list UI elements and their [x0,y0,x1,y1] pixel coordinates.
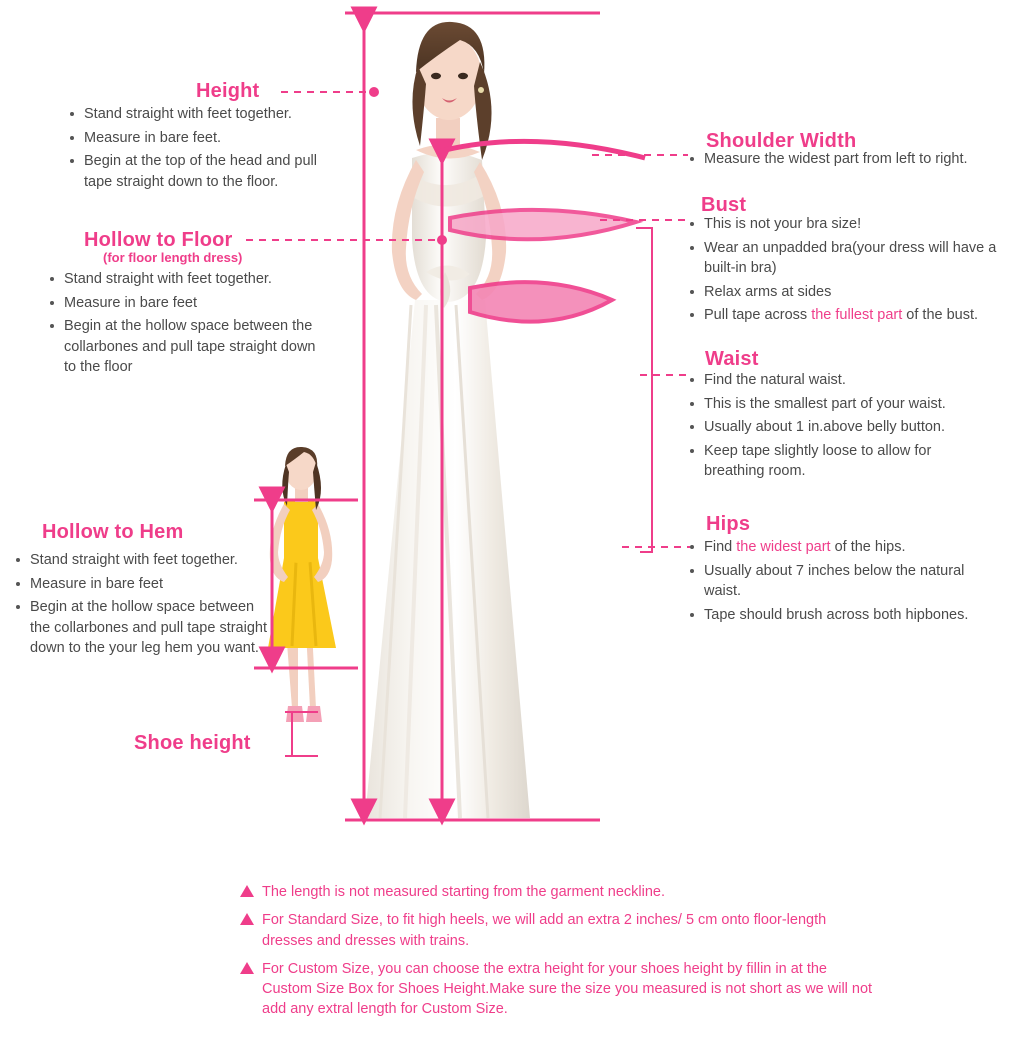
note-item [240,882,880,902]
list-item: Begin at the hollow space between the collarbones and pull tape straight down to the your leg hem you want. [14,597,276,659]
hollow-floor-connector-dot [437,235,447,245]
list-item: Usually about 7 inches below the natural waist. [688,561,1000,602]
bust-list [688,214,1010,329]
hips-prefix: Find [704,539,737,555]
triangle-icon [240,885,254,897]
bust-measure-band [450,210,636,239]
triangle-icon [240,962,254,974]
waist-measure-band [470,282,612,321]
hollow-to-floor-heading: Hollow to Floor [84,229,233,251]
shoulder-width-list [688,149,1008,173]
list-item: Begin at the top of the head and pull tape straight down to the floor. [68,151,338,192]
bust-suffix: of the bust. [902,307,979,324]
list-item: Relax arms at sides [688,282,1010,303]
list-item-hips-widest [688,537,1000,558]
list-item: Usually about 1 in.above belly button. [688,417,988,438]
waist-list [688,370,988,485]
hips-highlight: the widest part [736,539,831,555]
hollow-to-floor-subheading: (for floor length dress) [103,250,243,265]
shoulder-measure-arc [437,141,645,158]
waist-heading: Waist [705,348,759,370]
bust-heading: Bust [701,194,747,216]
list-item-bust-fullest [688,305,1010,326]
note-text: The length is not measured starting from the garment neckline. [262,884,665,900]
list-item: This is the smallest part of your waist. [688,394,988,415]
list-item: Measure in bare feet [48,293,326,314]
list-item: Measure the widest part from left to right. [688,149,1008,170]
list-item: Wear an unpadded bra(your dress will have a built-in bra) [688,238,1010,279]
height-heading: Height [196,80,260,102]
list-item: Find the natural waist. [688,370,988,391]
note-item [240,959,880,1020]
bust-prefix: Pull tape across [704,307,812,324]
note-text: For Custom Size, you can choose the extra height for your shoes height by fillin in at the Custom Size Box for Shoes Height.Make sure the size you measured is not short as we will not add any extral length for Custom Size. [262,960,873,1018]
list-item: Keep tape slightly loose to allow for breathing room. [688,441,988,482]
list-item: This is not your bra size! [688,214,1010,235]
footer-notes [240,882,880,1028]
list-item: Measure in bare feet. [68,128,338,149]
shoe-height-heading: Shoe height [134,732,251,754]
hollow-to-floor-list [48,269,326,381]
height-connector-dot [369,87,379,97]
hips-list [688,537,1000,628]
list-item: Stand straight with feet together. [68,104,338,125]
bust-highlight: the fullest part [811,307,903,324]
list-item: Stand straight with feet together. [48,269,326,290]
note-item [240,910,880,951]
hollow-to-hem-list [14,550,276,662]
hips-bracket [636,228,652,552]
shoulder-width-heading: Shoulder Width [706,130,857,152]
list-item: Stand straight with feet together. [14,550,276,571]
triangle-icon [240,913,254,925]
hips-suffix: of the hips. [830,539,906,555]
list-item: Tape should brush across both hipbones. [688,605,1000,626]
list-item: Measure in bare feet [14,574,276,595]
height-list [68,104,338,195]
hips-heading: Hips [706,513,751,535]
note-text: For Standard Size, to fit high heels, we will add an extra 2 inches/ 5 cm onto floor-length dresses and dresses with trains. [262,912,827,949]
list-item: Begin at the hollow space between the collarbones and pull tape straight down to the floor [48,316,326,378]
hollow-to-hem-heading: Hollow to Hem [42,521,184,543]
